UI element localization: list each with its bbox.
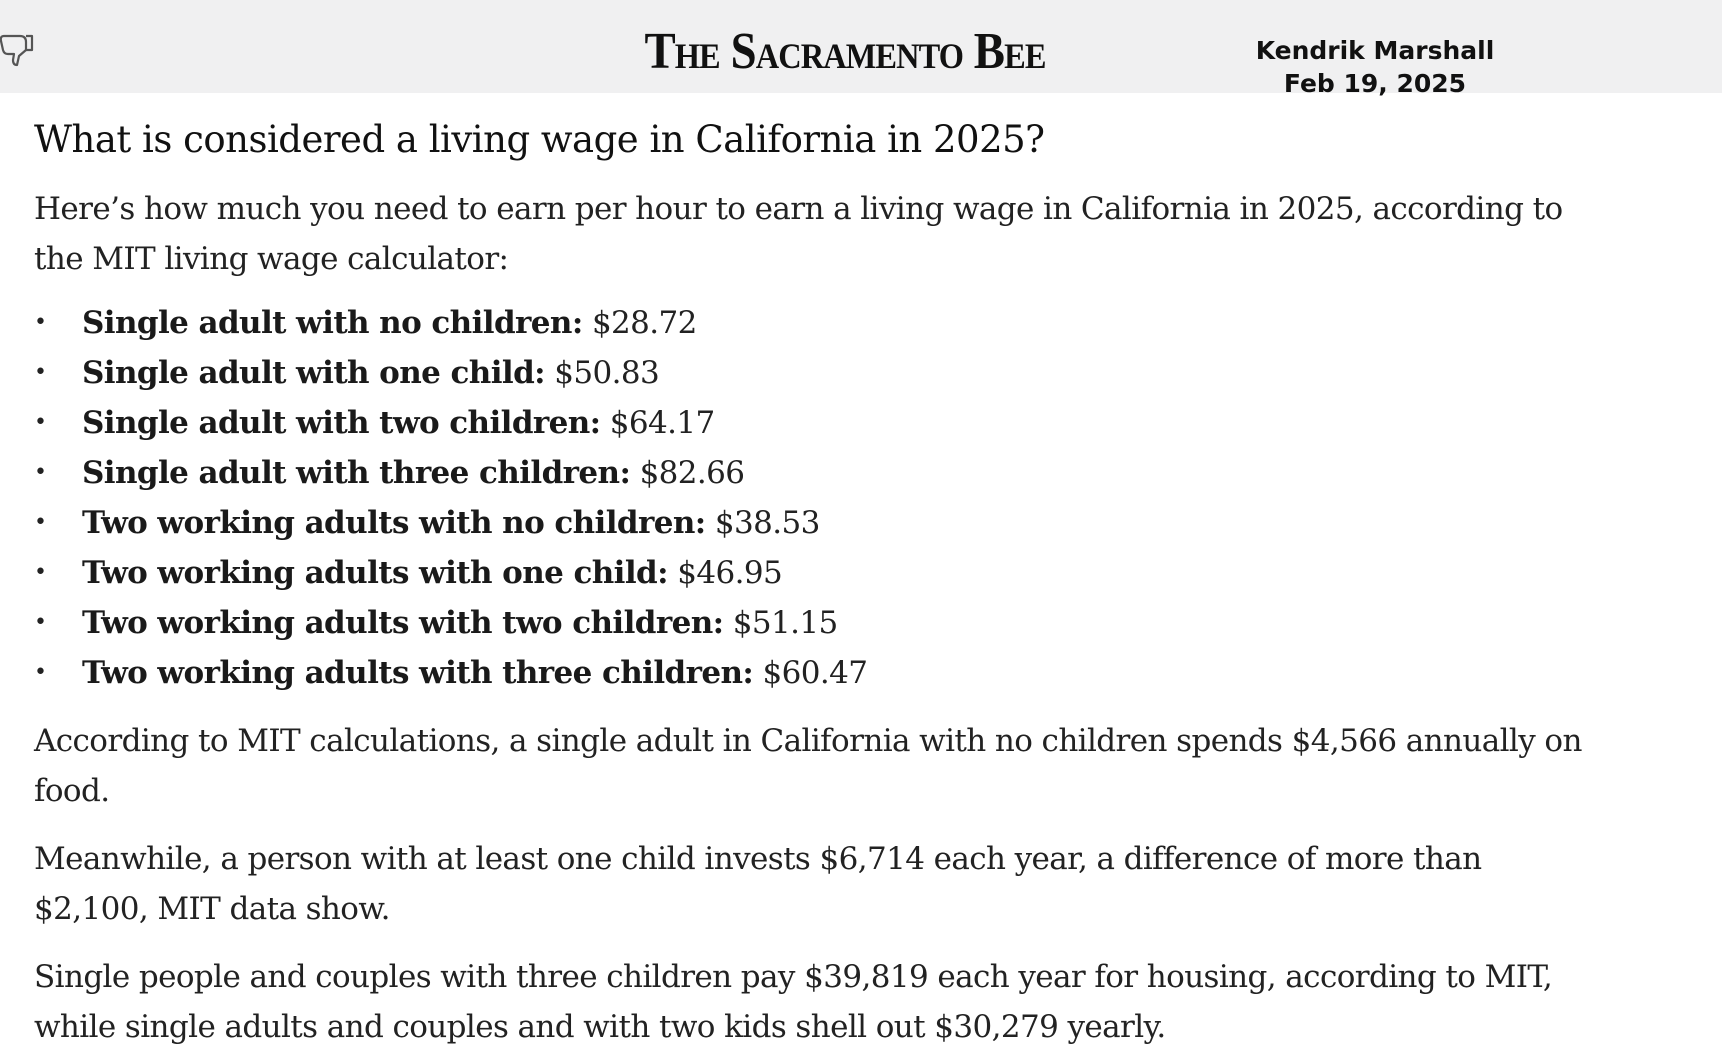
header-bar: [0, 0, 1722, 98]
bullet: •: [34, 510, 47, 535]
wage-value: $38.53: [714, 505, 820, 541]
food-paragraph: According to MIT calculations, a single adult in California with no children spends $4,566 annually on food.: [34, 723, 1582, 809]
thumbs-down-icon[interactable]: [0, 30, 36, 70]
author-name[interactable]: Kendrik Marshall: [1255, 36, 1495, 65]
bullet: •: [34, 410, 47, 435]
wage-value: $51.15: [732, 605, 838, 641]
wage-label: Single adult with three children:: [82, 455, 631, 491]
wage-value: $46.95: [677, 555, 783, 591]
list-item: [34, 598, 1604, 648]
intro-paragraph: Here’s how much you need to earn per hour to earn a living wage in California in 2025, according to the MIT living wage calculator:: [34, 191, 1563, 277]
masthead-logo[interactable]: The Sacramento Bee: [644, 23, 1046, 80]
list-item: [34, 448, 1604, 498]
bullet: •: [34, 560, 47, 585]
housing-paragraph: Single people and couples with three children pay $39,819 each year for housing, according to MIT, while single adults and couples and with two kids shell out $30,279 yearly.: [34, 959, 1553, 1045]
bullet: •: [34, 360, 47, 385]
wage-label: Two working adults with one child:: [82, 555, 668, 591]
wage-label: Two working adults with three children:: [82, 655, 754, 691]
wage-value: $82.66: [639, 455, 745, 491]
wage-label: Two working adults with two children:: [82, 605, 724, 641]
list-item: [34, 298, 1604, 348]
byline: [1240, 34, 1510, 100]
publish-date: Feb 19, 2025: [1283, 69, 1467, 98]
bullet: •: [34, 660, 47, 685]
wage-label: Single adult with one child:: [82, 355, 545, 391]
bullet: •: [34, 460, 47, 485]
wage-label: Single adult with no children:: [82, 305, 583, 341]
bullet: •: [34, 610, 47, 635]
wage-list: [34, 298, 1604, 698]
child-cost-paragraph: Meanwhile, a person with at least one child invests $6,714 each year, a difference of more than $2,100, MIT data show.: [34, 841, 1482, 927]
list-item: [34, 498, 1604, 548]
article-headline: What is considered a living wage in California in 2025?: [34, 118, 1045, 161]
bullet: •: [34, 310, 47, 335]
article-body: [34, 112, 1604, 1052]
wage-value: $64.17: [609, 405, 715, 441]
list-item: [34, 548, 1604, 598]
wage-label: Single adult with two children:: [82, 405, 601, 441]
list-item: [34, 648, 1604, 698]
list-item: [34, 348, 1604, 398]
wage-value: $60.47: [762, 655, 868, 691]
wage-label: Two working adults with no children:: [82, 505, 706, 541]
wage-value: $28.72: [591, 305, 697, 341]
wage-value: $50.83: [554, 355, 660, 391]
list-item: [34, 398, 1604, 448]
